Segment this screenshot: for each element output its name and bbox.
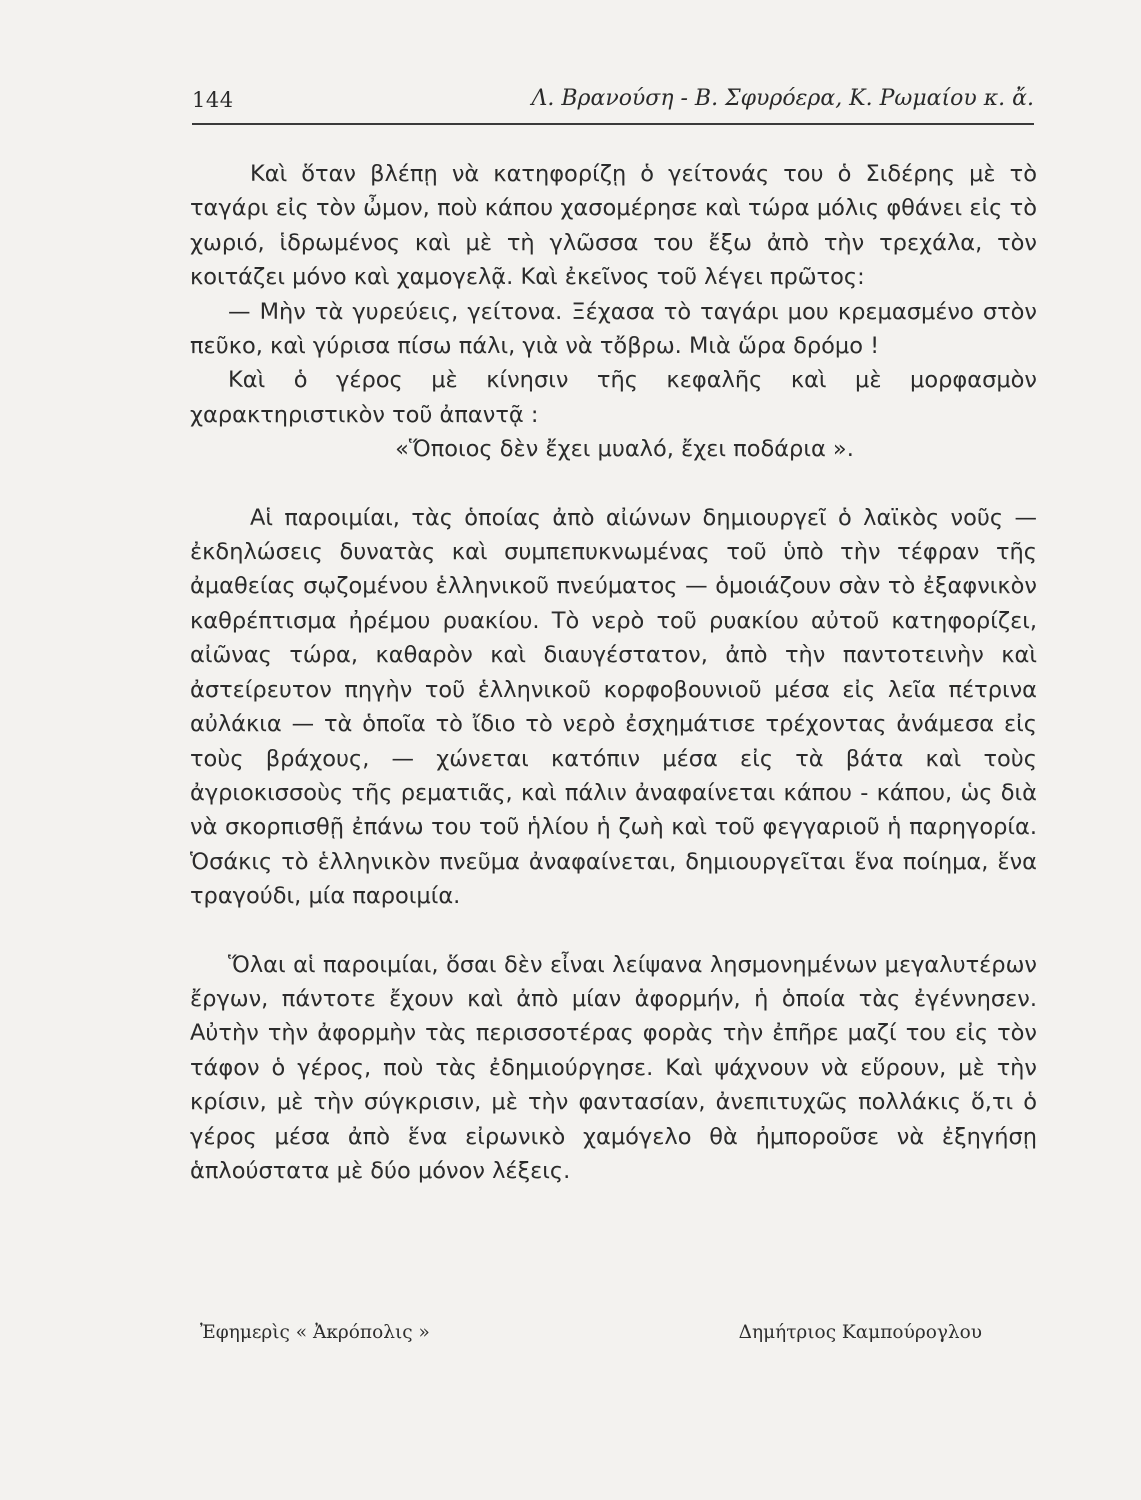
page-header (192, 86, 1034, 120)
page-number: 144 (192, 88, 234, 112)
body-text (190, 157, 1037, 1188)
paragraph-origins: Ὅλαι αἱ παροιμίαι, ὅσαι δὲν εἶναι λείψανα λησμονημένων μεγαλυτέρων ἔργων, πάντοτε ἔχουν καὶ ἀπὸ μίαν ἀφορμήν, ἡ ὁποία τὰς ἐγέννησεν. Αὐτὴν τὴν ἀφορμὴν τὰς περισσοτέρας φορὰς τὴν ἐπῆρε μαζί του εἰς τὸν τάφον ὁ γέρος, ποὺ τὰς ἐδημιούργησε. Καὶ ψάχνουν νὰ εὕρουν, μὲ τὴν κρίσιν, μὲ τὴν σύγκρισιν, μὲ τὴν φαντασίαν, ἀνεπιτυχῶς πολλάκις ὅ,τι ὁ γέρος μέσα ἀπὸ ἕνα εἰρωνικὸ χαμόγελο θὰ ἠμποροῦσε νὰ ἐξηγήσῃ ἁπλούστατα μὲ δύο μόνον λέξεις. (190, 951, 1037, 1184)
header-rule (192, 123, 1034, 125)
author-name: Δημήτριος Καμπούρογλου (738, 1322, 982, 1343)
paragraph-neighbor: Καὶ ὅταν βλέπῃ νὰ κατηφορίζῃ ὁ γείτονάς του ὁ Σιδέρης μὲ τὸ ταγάρι εἰς τὸν ὦμον, ποὺ κάπου χασομέρησε καὶ τώρα μόλις φθάνει εἰς τὸ χωριό, ἱδρωμένος καὶ μὲ τὴ γλῶσσα του ἔξω ἀπὸ τὴν τρεχάλα, τὸν κοιτάζει μόνο καὶ χαμογελᾷ. Καὶ ἐκεῖνος τοῦ λέγει πρῶτος: (190, 161, 1037, 291)
proverb-quote: «Ὅποιος δὲν ἔχει μυαλό, ἔχει ποδάρια ». (395, 436, 854, 463)
paragraph-dialogue: — Μὴν τὰ γυρεύεις, γείτονα. Ξέχασα τὸ ταγάρι μου κρεμασμένο στὸν πεῦκο, καὶ γύρισα πίσω πάλι, γιὰ νὰ τὄβρω. Μιὰ ὥρα δρόμο ! (190, 298, 1037, 360)
paragraph-reply: Καὶ ὁ γέρος μὲ κίνησιν τῆς κεφαλῆς καὶ μὲ μορφασμὸν χαρακτηριστικὸν τοῦ ἀπαντᾷ : (190, 367, 1037, 428)
source-citation: Ἐφημερὶς « Ἀκρόπολις » (200, 1322, 430, 1343)
signature-line (200, 1322, 982, 1354)
running-head: Λ. Βρανούση - Β. Σφυρόερα, Κ. Ρωμαίου κ. ἄ. (531, 86, 1034, 111)
paragraph-proverbs: Αἱ παροιμίαι, τὰς ὁποίας ἀπὸ αἰώνων δημιουργεῖ ὁ λαϊκὸς νοῦς — ἐκδηλώσεις δυνατὰς καὶ συμπεπυκνωμένας τοῦ ὑπὸ τὴν τέφραν τῆς ἀμαθείας σῳζομένου ἑλληνικοῦ πνεύματος — ὁμοιάζουν σὰν τὸ ἐξαφνικὸν καθρέπτισμα ἠρέμου ρυακίου. Τὸ νερὸ τοῦ ρυακίου αὐτοῦ κατηφορίζει, αἰῶνας τώρα, καθαρὸν καὶ διαυγέστατον, ἀπὸ τὴν παντοτεινὴν καὶ ἀστείρευτον πηγὴν τοῦ ἑλληνικοῦ κορφοβουνιοῦ μέσα εἰς λεῖα πέτρινα αὐλάκια — τὰ ὁποῖα τὸ ἴδιο τὸ νερὸ ἐσχημάτισε τρέχοντας ἀνάμεσα εἰς τοὺς βράχους, — χώνεται κατόπιν μέσα εἰς τὰ βάτα καὶ τοὺς ἀγριοκισσοὺς τῆς ρεματιᾶς, καὶ πάλιν ἀναφαίνεται κάπου - κάπου, ὡς διὰ νὰ σκορπισθῇ ἐπάνω του τοῦ ἡλίου ἡ ζωὴ καὶ τοῦ φεγγαριοῦ ἡ παρηγορία. Ὁσάκις τὸ ἑλληνικὸν πνεῦμα ἀναφαίνεται, δημιουργεῖται ἕνα ποίημα, ἕνα τραγούδι, μία παροιμία. (190, 504, 1037, 910)
